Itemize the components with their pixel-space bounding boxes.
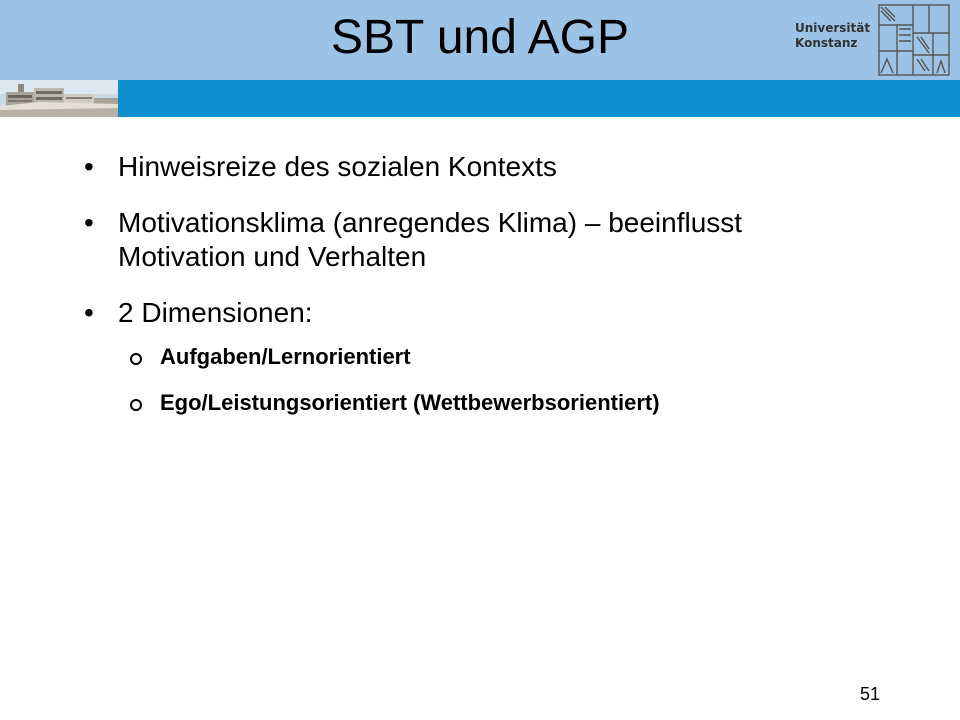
- logo-line-1: Universität: [795, 21, 871, 35]
- logo-emblem: [877, 3, 951, 77]
- page-number: 51: [859, 684, 880, 704]
- sub-bullet-text: Ego/Leistungsorientiert (Wettbewerbsorientiert): [160, 390, 660, 415]
- campus-photo: [0, 80, 118, 117]
- sub-bullet-item: [118, 388, 802, 418]
- sub-bullet-list: [118, 342, 802, 418]
- bullet-text: Hinweisreize des sozialen Kontexts: [118, 151, 557, 182]
- header-strip: [0, 80, 960, 117]
- logo-text: [795, 21, 873, 51]
- bullet-text: 2 Dimensionen:: [118, 297, 313, 328]
- circle-bullet-icon: [130, 353, 142, 365]
- bullet-item: [82, 296, 802, 418]
- sub-bullet-item: [118, 342, 802, 372]
- circle-bullet-icon: [130, 399, 142, 411]
- bullet-dot: •: [84, 151, 94, 182]
- bullet-text: Motivationsklima (anregendes Klima) – beeinflusst Motivation und Verhalten: [118, 207, 743, 272]
- bullet-dot: •: [84, 207, 94, 238]
- bullet-dot: •: [84, 297, 94, 328]
- university-logo: [795, 3, 955, 79]
- bullet-item: [82, 206, 802, 274]
- bullet-list: [82, 150, 802, 440]
- logo-line-2: Konstanz: [795, 36, 858, 50]
- sub-bullet-text: Aufgaben/Lernorientiert: [160, 344, 411, 369]
- bullet-item: [82, 150, 802, 184]
- slide-title: SBT und AGP: [331, 11, 629, 64]
